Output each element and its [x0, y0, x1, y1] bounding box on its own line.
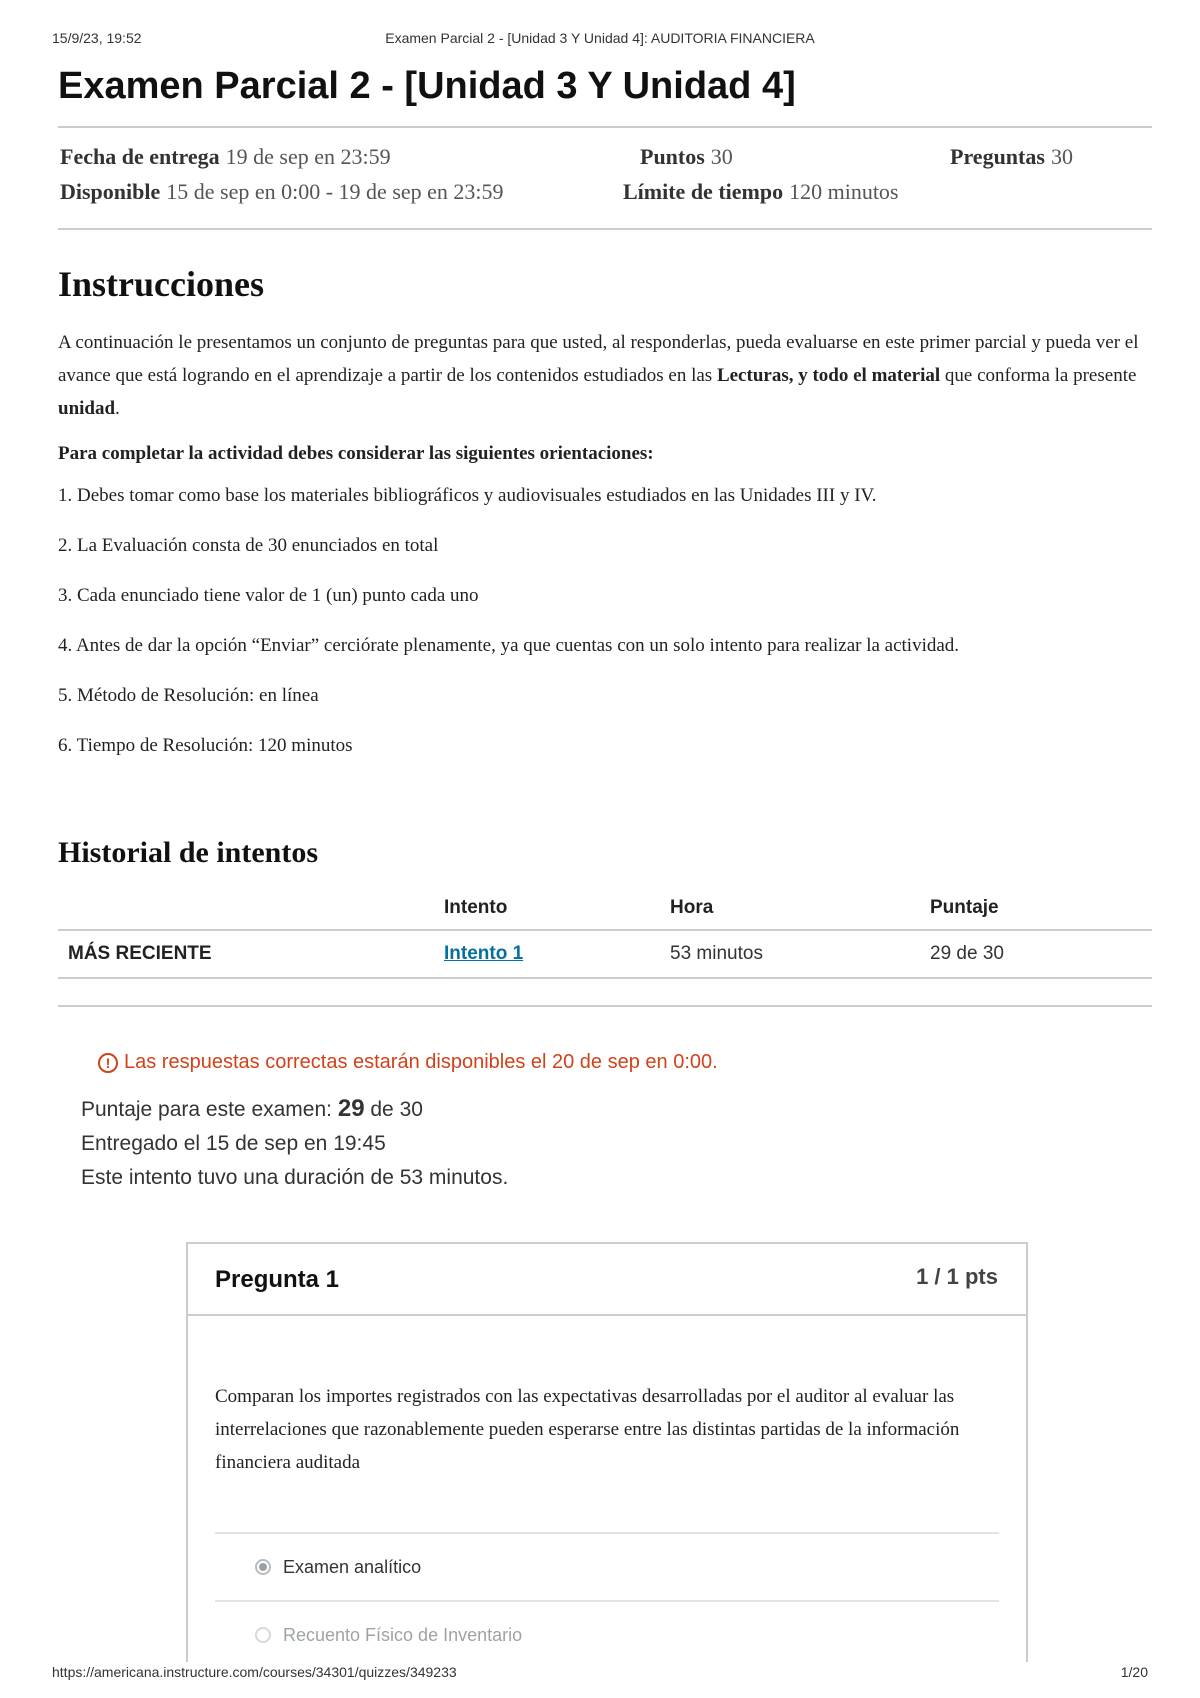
quiz-content — [58, 60, 1152, 1195]
due-date — [60, 144, 391, 170]
time-limit-value: 120 minutos — [789, 179, 899, 204]
answer-label: Examen analítico — [283, 1556, 422, 1577]
attempt-time: 53 minutos — [660, 930, 920, 978]
divider — [58, 228, 1152, 230]
attempt-cell — [434, 930, 660, 978]
instructions-heading: Instrucciones — [58, 264, 264, 304]
points — [640, 144, 733, 170]
instructions-intro: A continuación le presentamos un conjunto de preguntas para que usted, al responderlas, pueda evaluarse en este primer parcial y pueda ver el avance que está logrando en el aprendizaje a partir de los contenidos estudiados en las Lecturas, y todo el material que conforma la presente unidad. — [58, 332, 1139, 419]
column-header: Intento — [434, 887, 660, 930]
print-doc-title: Examen Parcial 2 - [Unidad 3 Y Unidad 4]: AUDITORIA FINANCIERA — [385, 30, 815, 46]
questions-label: Preguntas — [950, 144, 1045, 169]
print-footer — [52, 1664, 1148, 1684]
divider — [58, 1005, 1152, 1007]
answer-list — [215, 1532, 999, 1668]
instructions-list — [58, 471, 1152, 771]
time-limit-label: Límite de tiempo — [623, 179, 784, 204]
score-value: 29 — [337, 1095, 365, 1122]
print-datetime: 15/9/23, 19:52 — [52, 30, 142, 46]
column-header: Hora — [660, 887, 920, 930]
attempt-link[interactable]: Intento 1 — [444, 943, 524, 964]
column-header — [58, 887, 434, 930]
radio-icon[interactable] — [255, 1627, 271, 1643]
points-value: 30 — [710, 144, 733, 169]
question-text: Comparan los importes registrados con las expectativas desarrolladas por el auditor al evaluar las interrelaciones que razonablemente pueden esperarse entre las distintas partidas de la información financiera auditada — [215, 1386, 960, 1473]
attempt-label: MÁS RECIENTE — [58, 930, 434, 978]
list-item: 1. Debes tomar como base los materiales bibliográficos y audiovisuales estudiados en las Unidades III y IV. — [58, 485, 877, 506]
radio-selected-icon[interactable] — [255, 1559, 271, 1575]
available-label: Disponible — [60, 179, 161, 204]
question-header — [188, 1244, 1026, 1316]
answer-label: Recuento Físico de Inventario — [283, 1624, 523, 1645]
question-title: Pregunta 1 — [215, 1266, 340, 1293]
list-item: 2. La Evaluación consta de 30 enunciados en total — [58, 535, 439, 556]
score-line: Puntaje para este examen: 29 de 30 — [81, 1095, 423, 1122]
list-item: 6. Tiempo de Resolución: 120 minutos — [58, 735, 353, 756]
table-row — [58, 930, 1152, 978]
list-item: 3. Cada enunciado tiene valor de 1 (un) punto cada uno — [58, 585, 479, 606]
question-body — [188, 1380, 1026, 1668]
question-points: 1 / 1 pts — [916, 1264, 998, 1289]
page-title: Examen Parcial 2 - [Unidad 3 Y Unidad 4] — [58, 65, 796, 107]
questions-count — [950, 144, 1073, 170]
due-date-label: Fecha de entrega — [60, 144, 220, 169]
points-label: Puntos — [640, 144, 705, 169]
duration-line: Este intento tuvo una duración de 53 minutos. — [81, 1166, 509, 1189]
questions-value: 30 — [1050, 144, 1073, 169]
list-item: 5. Método de Resolución: en línea — [58, 685, 319, 706]
print-url: https://americana.instructure.com/courses/34301/quizzes/349233 — [52, 1664, 457, 1680]
column-header: Puntaje — [920, 887, 1152, 930]
alert-icon: ! — [98, 1053, 118, 1073]
instructions-subheading: Para completar la actividad debes considerar las siguientes orientaciones: — [58, 443, 654, 464]
answers-availability-notice — [98, 1051, 1152, 1074]
submitted-line: Entregado el 15 de sep en 19:45 — [81, 1132, 386, 1155]
due-date-value: 19 de sep en 23:59 — [225, 144, 391, 169]
quiz-meta — [58, 128, 1152, 228]
time-limit — [623, 179, 899, 205]
available-value: 15 de sep en 0:00 - 19 de sep en 23:59 — [166, 179, 504, 204]
list-item: 4. Antes de dar la opción “Enviar” cerciórate plenamente, ya que cuentas con un solo intento para realizar la actividad. — [58, 635, 960, 656]
instructions-body — [58, 326, 1152, 771]
attempt-summary — [81, 1092, 1152, 1195]
print-header — [52, 30, 1148, 50]
page-number: 1/20 — [1120, 1664, 1148, 1680]
notice-text: Las respuestas correctas estarán disponibles el 20 de sep en 0:00. — [124, 1051, 718, 1073]
history-heading: Historial de intentos — [58, 836, 318, 869]
attempt-score: 29 de 30 — [920, 930, 1152, 978]
answer-option[interactable] — [215, 1602, 999, 1668]
answer-option[interactable] — [215, 1534, 999, 1602]
attempt-history-table — [58, 887, 1152, 979]
question-card — [186, 1242, 1028, 1662]
availability — [60, 179, 504, 205]
